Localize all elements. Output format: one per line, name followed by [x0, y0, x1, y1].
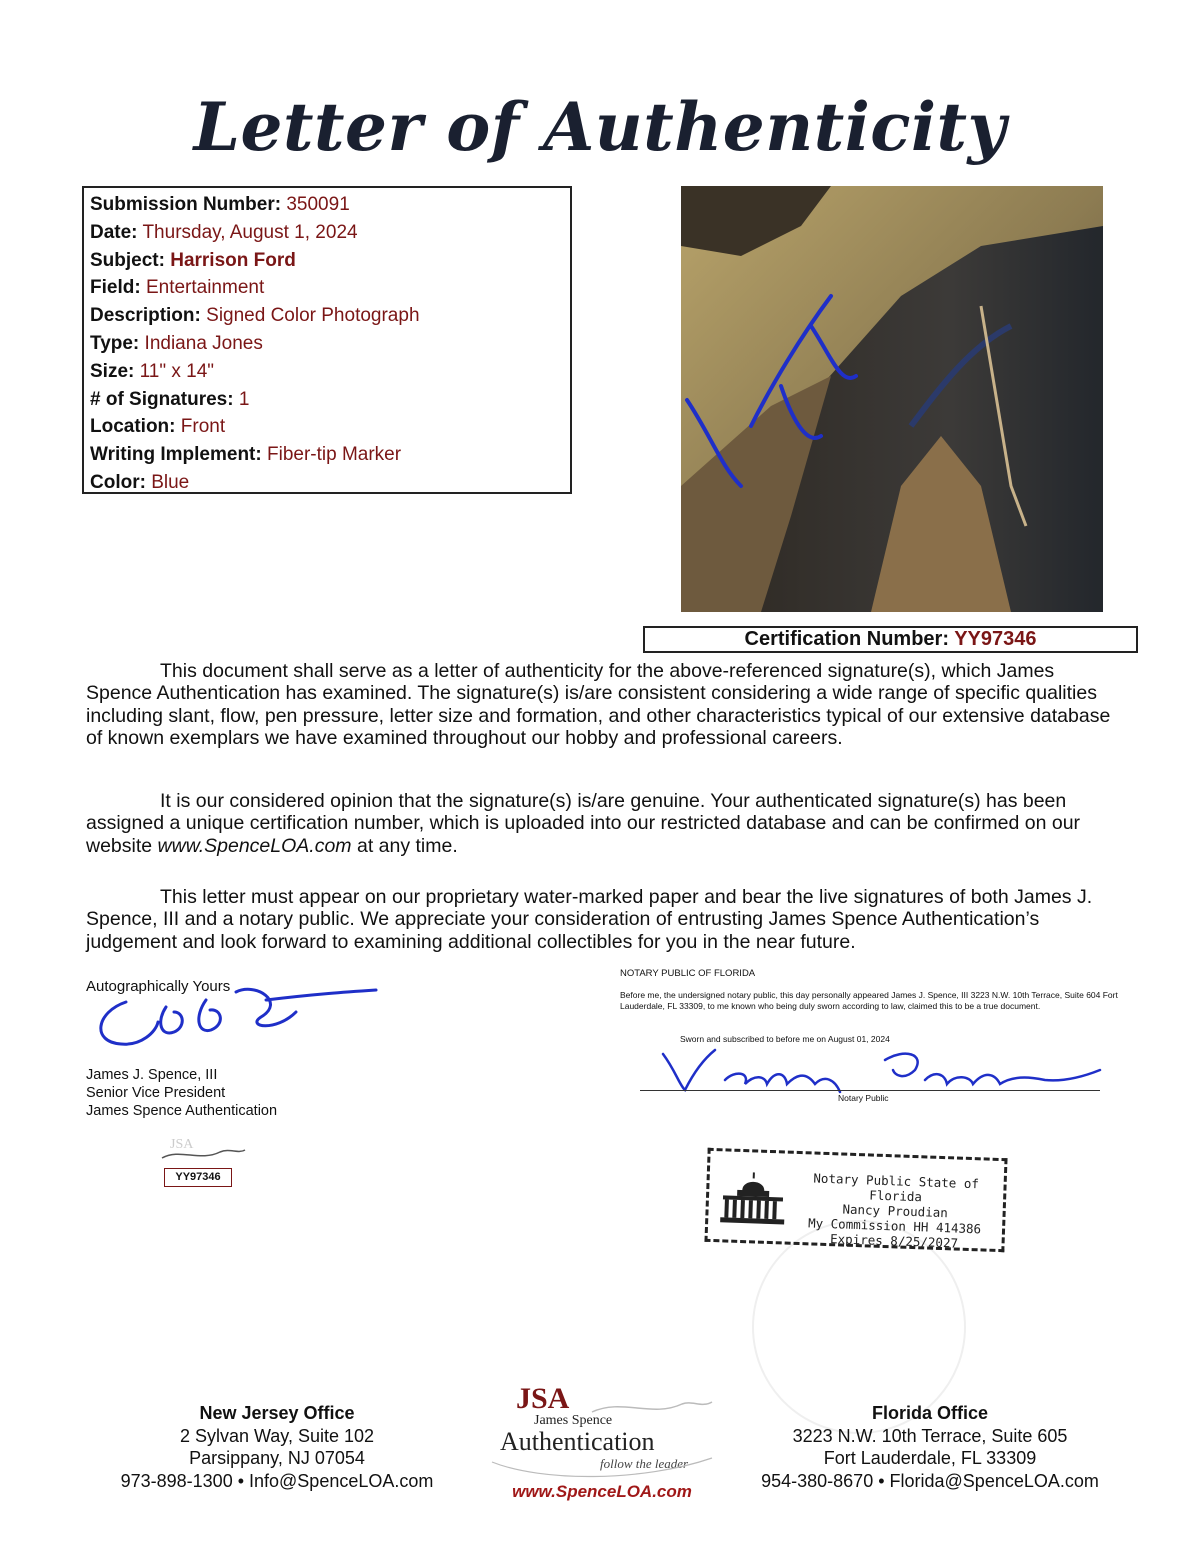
logo-tagline: follow the leader — [600, 1456, 689, 1471]
detail-label: # of Signatures: — [90, 388, 234, 410]
stamp-text — [791, 1170, 998, 1252]
hologram-number: YY97346 — [164, 1168, 232, 1187]
detail-value: 350091 — [286, 194, 350, 215]
detail-label: Color: — [90, 471, 146, 493]
detail-value: Blue — [151, 471, 190, 493]
detail-row — [90, 441, 564, 469]
fl-address-1: 3223 N.W. 10th Terrace, Suite 605 — [792, 1425, 1068, 1446]
fl-office-heading: Florida Office — [871, 1403, 988, 1423]
signer-company: James Spence Authentication — [86, 1103, 278, 1119]
detail-value: Signed Color Photograph — [206, 305, 420, 327]
detail-value: Thursday, August 1, 2024 — [142, 221, 358, 243]
paragraph-1: This document shall serve as a letter of authenticity for the above-referenced signature(s), which James Spence Authentication has examined. The signature(s) is/are consistent considering a wide range of specific qualities including slant, flow, pen pressure, letter size and formation, and other characteristics typical of our extensive database of known exemplars we have examined throughout our hobby and professional careers. — [86, 660, 1111, 750]
hologram-sticker — [150, 1134, 250, 1194]
fl-contact: 954-380-8670 • Florida@SpenceLOA.com — [761, 1470, 1099, 1491]
nj-office-heading: New Jersey Office — [199, 1403, 355, 1423]
florida-office — [745, 1402, 1115, 1492]
detail-value: Fiber-tip Marker — [267, 444, 402, 466]
paragraph-2-text: It is our considered opinion that the signature(s) is/are genuine. Your authenticated signature(s) has been assigned a unique certification number, which is uploaded into our restricted database and can be confirmed on our website — [86, 790, 1081, 857]
detail-row — [90, 413, 564, 441]
photo-image — [681, 186, 1103, 612]
detail-label: Size: — [90, 360, 135, 382]
detail-value: Entertainment — [145, 277, 265, 299]
website-footer[interactable]: www.SpenceLOA.com — [512, 1482, 692, 1501]
certification-number-box — [643, 626, 1138, 653]
logo-jsa: JSA — [516, 1382, 570, 1415]
notary-signature — [655, 1040, 1105, 1100]
notary-heading: NOTARY PUBLIC OF FLORIDA — [620, 968, 756, 979]
logo-authentication: Authentication — [500, 1427, 655, 1456]
detail-row — [90, 358, 564, 386]
closing-text: Autographically Yours — [86, 978, 231, 995]
detail-row — [90, 274, 564, 302]
nj-contact: 973-898-1300 • Info@SpenceLOA.com — [120, 1470, 434, 1491]
paragraph-2 — [86, 790, 1116, 857]
detail-row — [90, 219, 564, 247]
notary-signature-line — [640, 1090, 1100, 1091]
detail-value: Indiana Jones — [144, 332, 263, 354]
detail-row — [90, 302, 564, 330]
nj-address-2: Parsippany, NJ 07054 — [189, 1448, 365, 1468]
detail-value: 1 — [238, 388, 250, 410]
certification-number: YY97346 — [954, 628, 1037, 650]
detail-label: Type: — [90, 332, 140, 354]
notary-statement: Before me, the undersigned notary public, this day personally appeared James J. Spence, III 3223 N.W. 10th Terrace, Suite 604 Fort Lauderdale, FL 33309, to me known who being duly sworn according to law, claimed this to be a true document. — [620, 990, 1118, 1011]
page-title: Letter of Authenticity — [193, 88, 1007, 166]
svg-text:JSA: JSA — [170, 1137, 194, 1152]
stamp-line-3: My Commission HH 414386 — [807, 1215, 982, 1237]
detail-value: 11" x 14" — [139, 360, 215, 382]
signed-photograph — [681, 186, 1103, 612]
certification-label: Certification Number: — [744, 628, 949, 650]
jsa-logo-mark — [482, 1378, 722, 1478]
stamp-line-1: Notary Public State of Florida — [813, 1170, 980, 1205]
detail-row — [90, 386, 564, 414]
logo-james-spence: James Spence — [534, 1413, 613, 1428]
signer-block — [86, 1066, 277, 1120]
notary-public-label: Notary Public — [838, 1093, 889, 1103]
signer-title: Senior Vice President — [86, 1085, 226, 1101]
paragraph-2-end: at any time. — [351, 834, 458, 857]
spence-signature — [86, 972, 386, 1062]
detail-row — [90, 330, 564, 358]
jsa-logo — [482, 1378, 722, 1528]
stamp-line-4: Expires 8/25/2027 — [829, 1231, 959, 1251]
detail-value: Front — [180, 416, 226, 438]
notary-stamp — [704, 1148, 1007, 1252]
signer-name: James J. Spence, III — [86, 1067, 218, 1083]
detail-label: Writing Implement: — [90, 444, 262, 466]
detail-row — [90, 247, 564, 275]
detail-value: Harrison Ford — [170, 249, 296, 271]
detail-row — [90, 191, 564, 219]
detail-label: Date: — [90, 221, 138, 243]
nj-address-1: 2 Sylvan Way, Suite 102 — [179, 1425, 375, 1446]
detail-label: Description: — [90, 305, 201, 327]
detail-row — [90, 469, 564, 497]
notary-sworn-line: Sworn and subscribed to before me on August 01, 2024 — [680, 1034, 890, 1044]
capitol-icon — [716, 1167, 790, 1229]
fl-address-2: Fort Lauderdale, FL 33309 — [823, 1448, 1037, 1468]
detail-label: Subject: — [90, 249, 165, 271]
detail-label: Field: — [90, 277, 141, 299]
website-link-inline[interactable]: www.SpenceLOA.com — [157, 834, 352, 857]
paragraph-3: This letter must appear on our proprietary water-marked paper and bear the live signatures of both James J. Spence, III and a notary public. We appreciate your consideration of entrusting James Spence Authentication’s judgement and look forward to examining additional collectibles for you in the near future. — [86, 886, 1093, 953]
details-box — [82, 186, 572, 494]
stamp-line-2: Nancy Proudian — [842, 1201, 949, 1221]
detail-label: Submission Number: — [90, 194, 282, 215]
new-jersey-office — [92, 1402, 462, 1492]
detail-label: Location: — [90, 416, 176, 438]
